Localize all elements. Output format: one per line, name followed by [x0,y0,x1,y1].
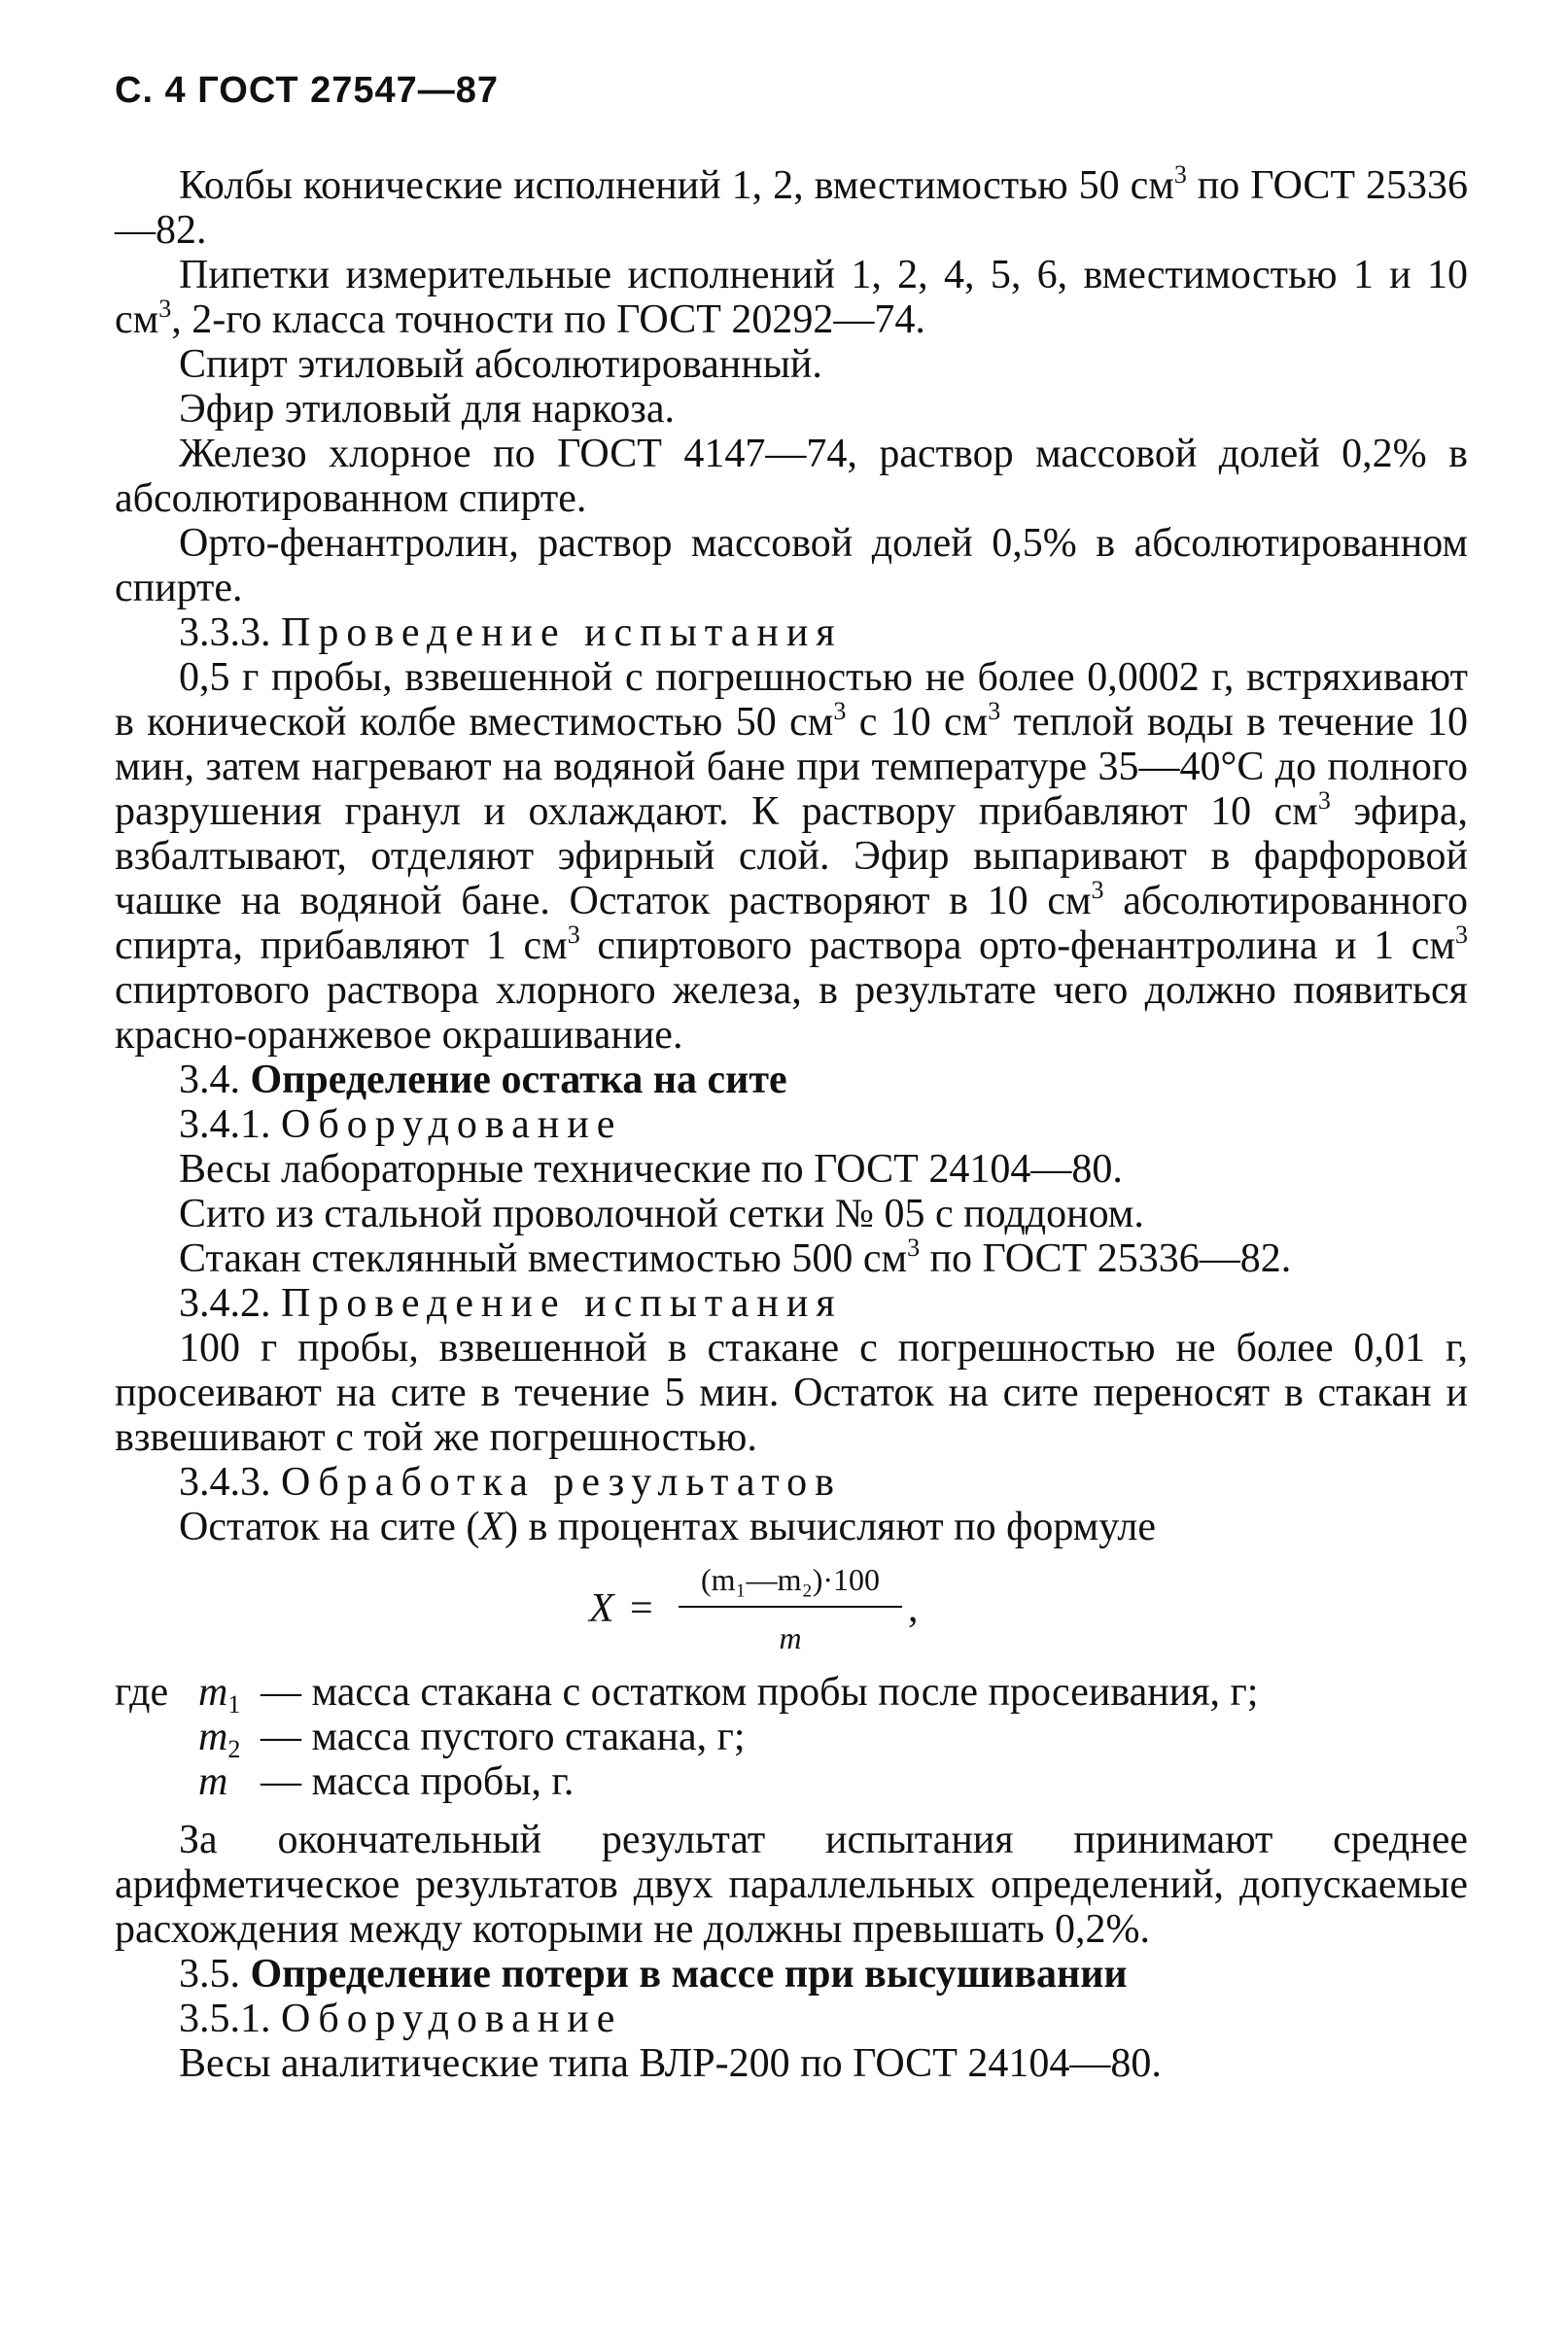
definition-text: — масса пробы, г. [261,1759,575,1804]
superscript: 3 [1455,921,1468,949]
section-title: Оборудование [281,1102,623,1147]
text: абсолютированного спирта, прибавляют 1 см [115,879,1468,968]
material-line [115,253,1468,342]
formula-trail: , [908,1586,919,1631]
text: Орто-фенантролин, раствор массовой долей 0,5% в абсолютированном спирте. [115,521,1468,610]
section-heading-3-5-1 [115,1997,1468,2041]
definition-line [115,1715,1468,1763]
section-title: Проведение испытания [281,1281,843,1326]
definition-lead: где [115,1670,169,1715]
section-number: 3.5.1. [179,1997,271,2041]
fraction-bar [679,1606,902,1608]
equipment-line: Весы аналитические типа ВЛР-200 по ГОСТ 24104—80. [179,2041,1162,2086]
text: , 2-го класса точности по ГОСТ 20292—74. [171,297,925,342]
section-title: Определение потери в массе при высушивании [250,1952,1128,1997]
formula-denominator: m [779,1620,802,1655]
section-heading-3-3-3 [115,610,1468,655]
section-title: Определение остатка на сите [250,1058,787,1102]
formula-intro [115,1505,1468,1549]
formula-numerator: (m₁—m₂)·100 [700,1562,881,1597]
material-line [115,342,1468,387]
section-title: Проведение испытания [281,610,843,655]
superscript: 3 [158,295,172,323]
variable: X [479,1505,505,1549]
formula-block [115,1549,1468,1670]
superscript: 3 [833,697,847,725]
procedure-paragraph [115,655,1468,1058]
text: Железо хлорное по ГОСТ 4147—74, раствор массовой долей 0,2% в абсолютированном спирте. [115,432,1468,521]
definition-text: — масса пустого стакана, г; [261,1715,746,1759]
equipment-line [115,1233,1468,1281]
section-number: 3.4.1. [179,1102,271,1147]
superscript: 3 [1317,786,1331,815]
material-line [115,521,1468,610]
subscript: 1 [227,1690,241,1719]
section-number: 3.4.3. [179,1460,271,1505]
material-line [115,432,1468,521]
equipment-line [115,1192,1468,1236]
definition-line [115,1759,1468,1804]
section-heading-3-4-3 [115,1460,1468,1505]
formula-lhs: X [589,1586,614,1631]
superscript: 3 [567,921,580,949]
text: теплой воды в течение 10 мин, затем нагревают на водяной бане при температуре 35—40°С до полного разрушения гранул и охлаждают. К раствору прибавляют 10 см [115,700,1468,834]
symbol: m [198,1715,228,1759]
text: эфира, взбалтывают, отделяют эфирный слой. Эфир выпаривают в фарфоровой чашке на водяной бане. Остаток растворяют в 10 см [115,789,1468,923]
definition-text: — масса стакана с остатком пробы после просеивания, г; [261,1670,1259,1715]
definition-line [115,1670,1468,1719]
superscript: 3 [988,697,1001,725]
text: по ГОСТ 25336—82. [920,1236,1292,1281]
formula-equals: = [630,1586,653,1631]
section-title: Оборудование [281,1997,623,2041]
document-body [115,160,1468,2086]
definition-symbol [198,1759,227,1817]
material-line [115,160,1468,253]
section-number: 3.4. [179,1058,240,1102]
text: Колбы конические исполнений 1, 2, вместимостью 50 см [179,163,1174,208]
superscript: 3 [907,1233,921,1262]
text: Остаток на сите ( [179,1505,480,1549]
procedure-paragraph: 100 г пробы, взвешенной в стакане с погрешностью не более 0,01 г, просеивают на сите в течение 5 мин. Остаток на сите переносят в стакан и взвешивают с той же погрешностью. [115,1326,1468,1460]
text: Стакан стеклянный вместимостью 500 см [179,1236,908,1281]
text: спиртового раствора орто-фенантролина и 1 см [579,923,1455,968]
section-heading-3-4-1 [115,1102,1468,1147]
section-heading-3-4 [115,1058,1468,1102]
text: спиртового раствора хлорного железа, в результате чего должно появиться красно-оранжевое окрашивание. [115,968,1468,1058]
equipment-line [115,1147,1468,1192]
page-header: С. 4 ГОСТ 27547—87 [115,70,500,111]
text: ) в процентах вычисляют по формуле [504,1505,1157,1549]
text: по ГОСТ 25336—82. [115,163,1468,253]
section-number: 3.3.3. [179,610,271,655]
section-heading-3-5 [115,1952,1468,1997]
section-number: 3.4.2. [179,1281,271,1326]
material-line [115,387,1468,432]
section-number: 3.5. [179,1952,240,1997]
text: Весы лабораторные технические по ГОСТ 24104—80. [179,1147,1123,1192]
superscript: 3 [1173,160,1187,189]
text: Сито из стальной проволочной сетки № 05 с поддоном. [179,1192,1144,1236]
text: с 10 см [846,700,989,745]
subscript: 2 [227,1735,241,1763]
section-title: Обработка результатов [281,1460,843,1505]
text: Спирт этиловый абсолютированный. [179,342,822,387]
superscript: 3 [1091,876,1104,904]
text: Эфир этиловый для наркоза. [179,387,676,432]
symbol: m [198,1670,228,1715]
text: 0,5 г пробы, взвешенной с погрешностью не более 0,0002 г, встряхивают в конической колбе вместимостью 50 см [115,655,1468,745]
section-heading-3-4-2 [115,1281,1468,1326]
spacer [115,1804,1468,1818]
symbol: m [198,1759,228,1804]
result-paragraph: За окончательный результат испытания принимают среднее арифметическое результатов двух параллельных определений, допускаемые расхождения между которыми не должны превышать 0,2%. [115,1818,1468,1952]
text: Пипетки измерительные исполнений 1, 2, 4, 5, 6, вместимостью 1 и 10 см [115,253,1468,342]
